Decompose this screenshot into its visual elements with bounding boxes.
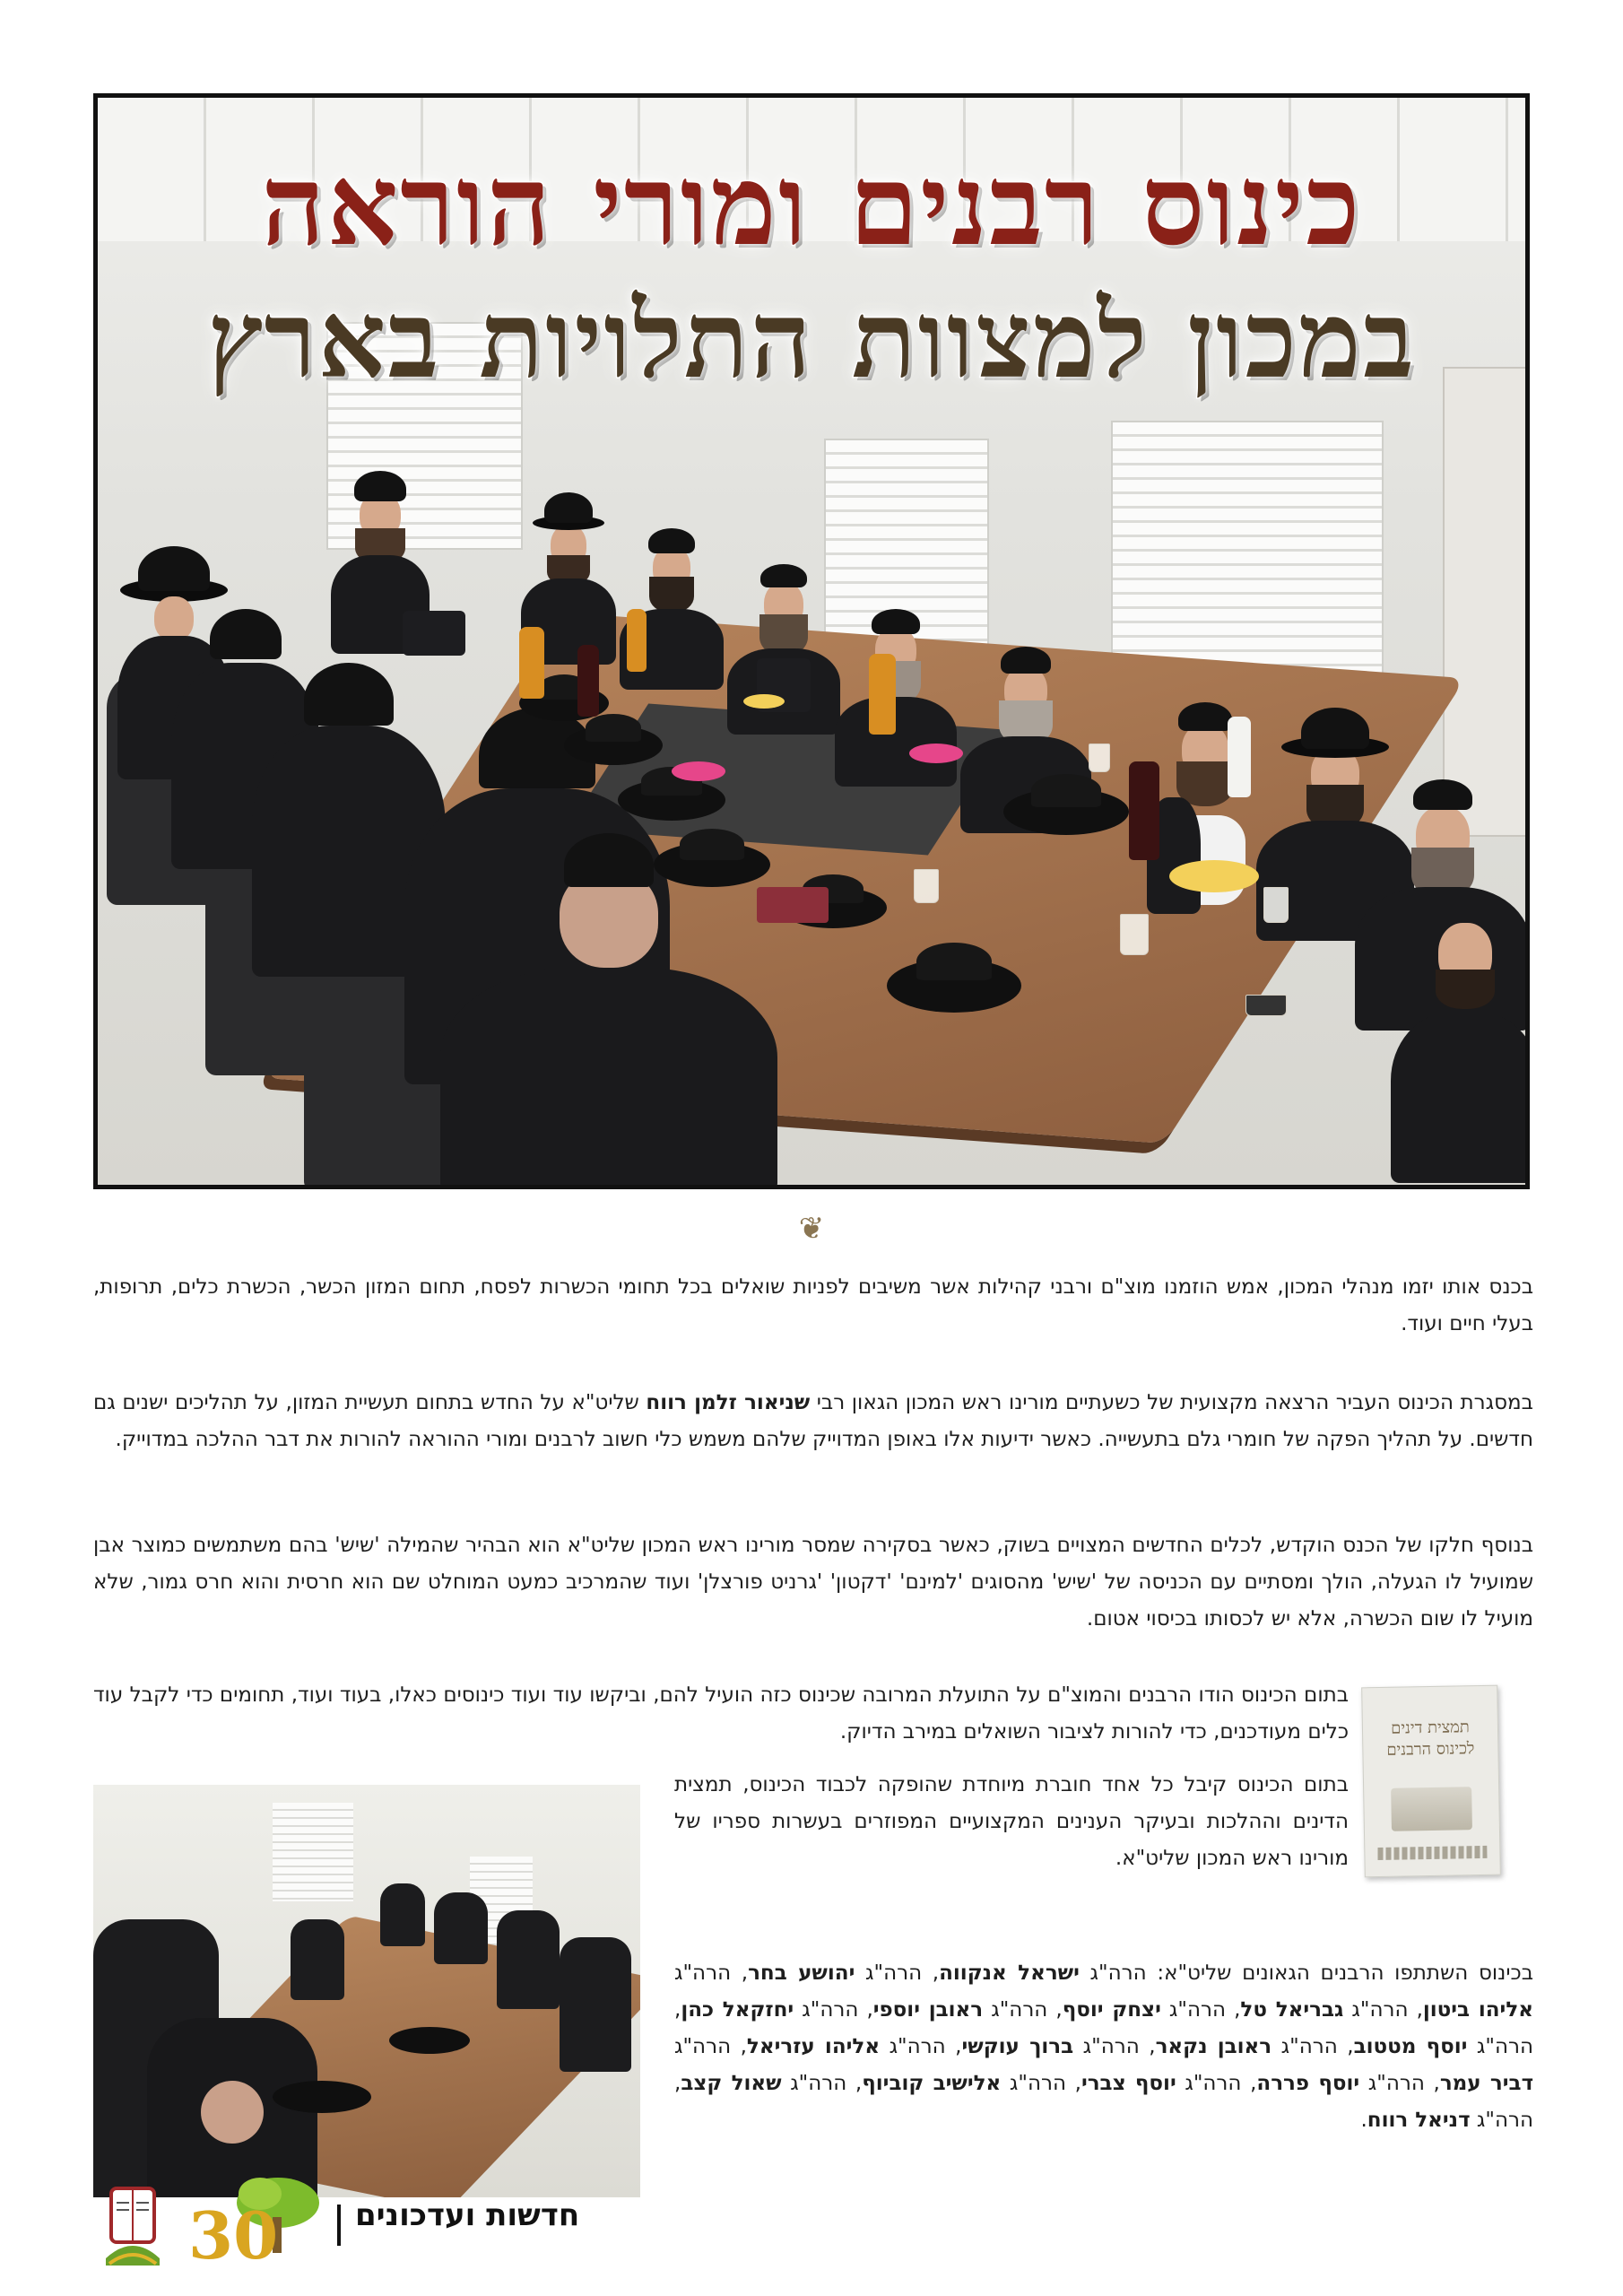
participant-name: יצחק יוסף bbox=[1062, 1998, 1161, 2022]
participant-name: ברוך עוקשי bbox=[961, 2035, 1074, 2058]
snack-plate bbox=[1169, 860, 1259, 892]
main-photo bbox=[93, 93, 1530, 1189]
snack-plate bbox=[672, 761, 725, 781]
participant-title: הרה"ג bbox=[1079, 1961, 1147, 1985]
participant-title: הרה"ג bbox=[674, 2035, 732, 2058]
participant-name: גבריאל טל bbox=[1240, 1998, 1344, 2022]
juice-bottle bbox=[869, 654, 896, 735]
rabbi-name: שניאור זלמן רווח bbox=[646, 1391, 811, 1414]
participants-paragraph: בכינוס השתתפו הרבנים הגאונים שליט"א: הרה"ג ישראל אנקווה, הרה"ג יהושע בחר, הרה"ג אליהו ביטון, הרה"ג גבריאל טל, הרה"ג יצחק יוסף, הרה"ג ראובן יוספי, הרה"ג יחזקאל כהן, הרה"ג יוסף מטטוב, הרה"ג ראובן נקאר, הרה"ג ברוך עוקשי, הרה"ג אליהו עזריאל, הרה"ג דביר עמר, הרה"ג יוסף פררה, הרה"ג יוסף צברי, הרה"ג אלישיב קוביוף, הרה"ג שאול קצב, הרה"ג דניאל רווח. bbox=[674, 1961, 1534, 2132]
footer-divider bbox=[337, 2205, 341, 2246]
participant-name: יוסף צברי bbox=[1081, 2072, 1176, 2095]
person bbox=[1389, 887, 1530, 1183]
participant-name: ישראל אנקווה bbox=[939, 1961, 1080, 1985]
ornament-icon: ❦ bbox=[798, 1211, 825, 1247]
booklet-fineprint bbox=[1377, 1846, 1487, 1860]
participant-title: הרה"ג bbox=[1073, 2035, 1140, 2058]
hat-on-table bbox=[564, 726, 663, 765]
cola-bottle bbox=[577, 645, 599, 717]
hat-on-table bbox=[654, 842, 770, 887]
headline-line-2: במכון למצוות התלויות בארץ bbox=[207, 277, 1416, 402]
booklet-illustration bbox=[1391, 1787, 1472, 1831]
cup bbox=[1263, 887, 1289, 923]
headline-line-1: כינוס רבנים ומורי הוראה bbox=[261, 141, 1362, 271]
participant-name: שאול קצב bbox=[681, 2072, 782, 2095]
participant-title: הרה"ג bbox=[674, 1961, 732, 1985]
participant-name: דביר עמר bbox=[1439, 2072, 1534, 2095]
laptop bbox=[403, 611, 465, 656]
participant-title: הרה"ג bbox=[1001, 2072, 1066, 2095]
person bbox=[438, 833, 779, 1189]
article-paragraph: בתום הכינוס הודו הרבנים והמוצ"ם על התועלת המרובה שכינוס כזה הועיל להם, וביקשו עוד ועוד כינוסים כאלו, בעוד ועוד, תחומים כדי לקבל עוד כלים מעודכנים, כדי להורות לציבור השואלים במירב הדיוק. bbox=[93, 1683, 1349, 1744]
participant-name: ראובן נקאר bbox=[1155, 2035, 1272, 2058]
snack-plate bbox=[743, 694, 785, 709]
water-bottle bbox=[1228, 717, 1251, 797]
booklet-title: תמצית דינים לכינוס הרבנים bbox=[1386, 1718, 1475, 1760]
booklet-cover bbox=[1361, 1685, 1501, 1878]
participant-title: הרה"ג bbox=[983, 1998, 1048, 2022]
participant-name: דניאל רווח bbox=[1367, 2109, 1471, 2132]
juice-bottle bbox=[627, 609, 647, 672]
juice-bottle bbox=[519, 627, 544, 699]
article-paragraph: בנוסף חלקו של הכנס הוקדש, לכלים החדשים המצויים בשוק, כאשר בסקירה שמסר מורינו ראש המכון שליט"א הוא הבהיר שהמילה 'שיש' בהם משתמשים כמוצר אבן שמועיל לו הגעלה, הולך ומסתיים עם הכניסה של 'שיש' מהסוגים 'למינם' 'דקטון' 'גרניט פורצלן' ועוד שהמרכיב כמעט המוחלט שם הוא חרסית והוא חרס גמור, שלא מועיל לו שום הכשרה, אלא יש לכסותו בכיסוי אטום. bbox=[93, 1534, 1533, 1631]
secondary-photo bbox=[93, 1785, 640, 2197]
hat-on-table bbox=[887, 959, 1021, 1013]
participant-name: אליהו ביטון bbox=[1422, 1998, 1533, 2022]
institute-logo-icon bbox=[97, 2179, 169, 2269]
book bbox=[757, 887, 829, 923]
participant-title: הרה"ג bbox=[1160, 1998, 1227, 2022]
snack-plate bbox=[909, 744, 963, 763]
svg-text:30: 30 bbox=[188, 2197, 279, 2271]
article-paragraph: בכנס אותו יזמו מנהלי המכון, אמש הוזמנו מוצ"ם ורבני קהילות אשר משיבים לפניות שואלים בכל תחומי הכשרות לפסח, תחום המזון הכשר, הכשרת כלים, תרופות, בעלי חיים ועוד. bbox=[93, 1275, 1533, 1335]
participant-name: יהושע בחר bbox=[748, 1961, 855, 1985]
participant-title: הרה"ג bbox=[855, 1961, 923, 1985]
participant-title: הרה"ג bbox=[1343, 1998, 1409, 2022]
participant-name: ראובן יוספי bbox=[872, 1998, 984, 2022]
article-paragraph: במסגרת הכינוס העביר הרצאה מקצועית של כשעתיים מורינו ראש המכון הגאון רבי שניאור זלמן רווח שליט"א על החדש בתחום תעשיית המזון, על תהליכים ישנים גם חדשים. על תהליך הפקה של חומרי גלם בתעשייה. כאשר ידיעות אלו באופן המדוייק שלהם משמש כלי חשוב לרבנים ומורי ההוראה להורות את דבר ההלכה במדוייק. bbox=[93, 1391, 1533, 1451]
participant-title: הרה"ג bbox=[1359, 2072, 1425, 2095]
participants-intro: בכינוס השתתפו הרבנים הגאונים שליט"א: bbox=[1146, 1961, 1533, 1985]
hat-on-table bbox=[618, 779, 725, 821]
participant-title: הרה"ג bbox=[880, 2035, 946, 2058]
participant-name: יוסף מטטוב bbox=[1353, 2035, 1468, 2058]
phone bbox=[1245, 995, 1287, 1016]
participant-title: הרה"ג bbox=[1271, 2035, 1338, 2058]
participant-title: הרה"ג bbox=[1467, 2035, 1534, 2058]
article-paragraph: בתום הכינוס קיבל כל אחד חוברת מיוחדת שהופקה לכבוד הכינוס, תמצית הדינים וההלכות ובעיקר הענינים המקצועיים המפוזרים בעשרות ספריו של מורינו ראש המכון שליט"א. bbox=[674, 1773, 1349, 1870]
participant-name: יחזקאל כהן bbox=[681, 1998, 794, 2022]
cup bbox=[1120, 914, 1149, 955]
participant-title: הרה"ג bbox=[1176, 2072, 1242, 2095]
cola-bottle bbox=[1129, 761, 1159, 860]
participant-title: הרה"ג bbox=[1470, 2109, 1533, 2132]
section-title: חדשות ועדכונים bbox=[355, 2197, 580, 2233]
hat-on-table bbox=[1003, 788, 1129, 835]
participant-name: יוסף פררה bbox=[1256, 2072, 1360, 2095]
cup bbox=[914, 869, 939, 903]
cup bbox=[1089, 744, 1110, 772]
participant-title: הרה"ג bbox=[794, 1998, 859, 2022]
participant-title: הרה"ג bbox=[781, 2072, 847, 2095]
participant-name: אלישיב קוביוף bbox=[862, 2072, 1002, 2095]
anniversary-30-logo-icon bbox=[179, 2172, 323, 2271]
participant-name: אליהו עזריאל bbox=[746, 2035, 881, 2058]
